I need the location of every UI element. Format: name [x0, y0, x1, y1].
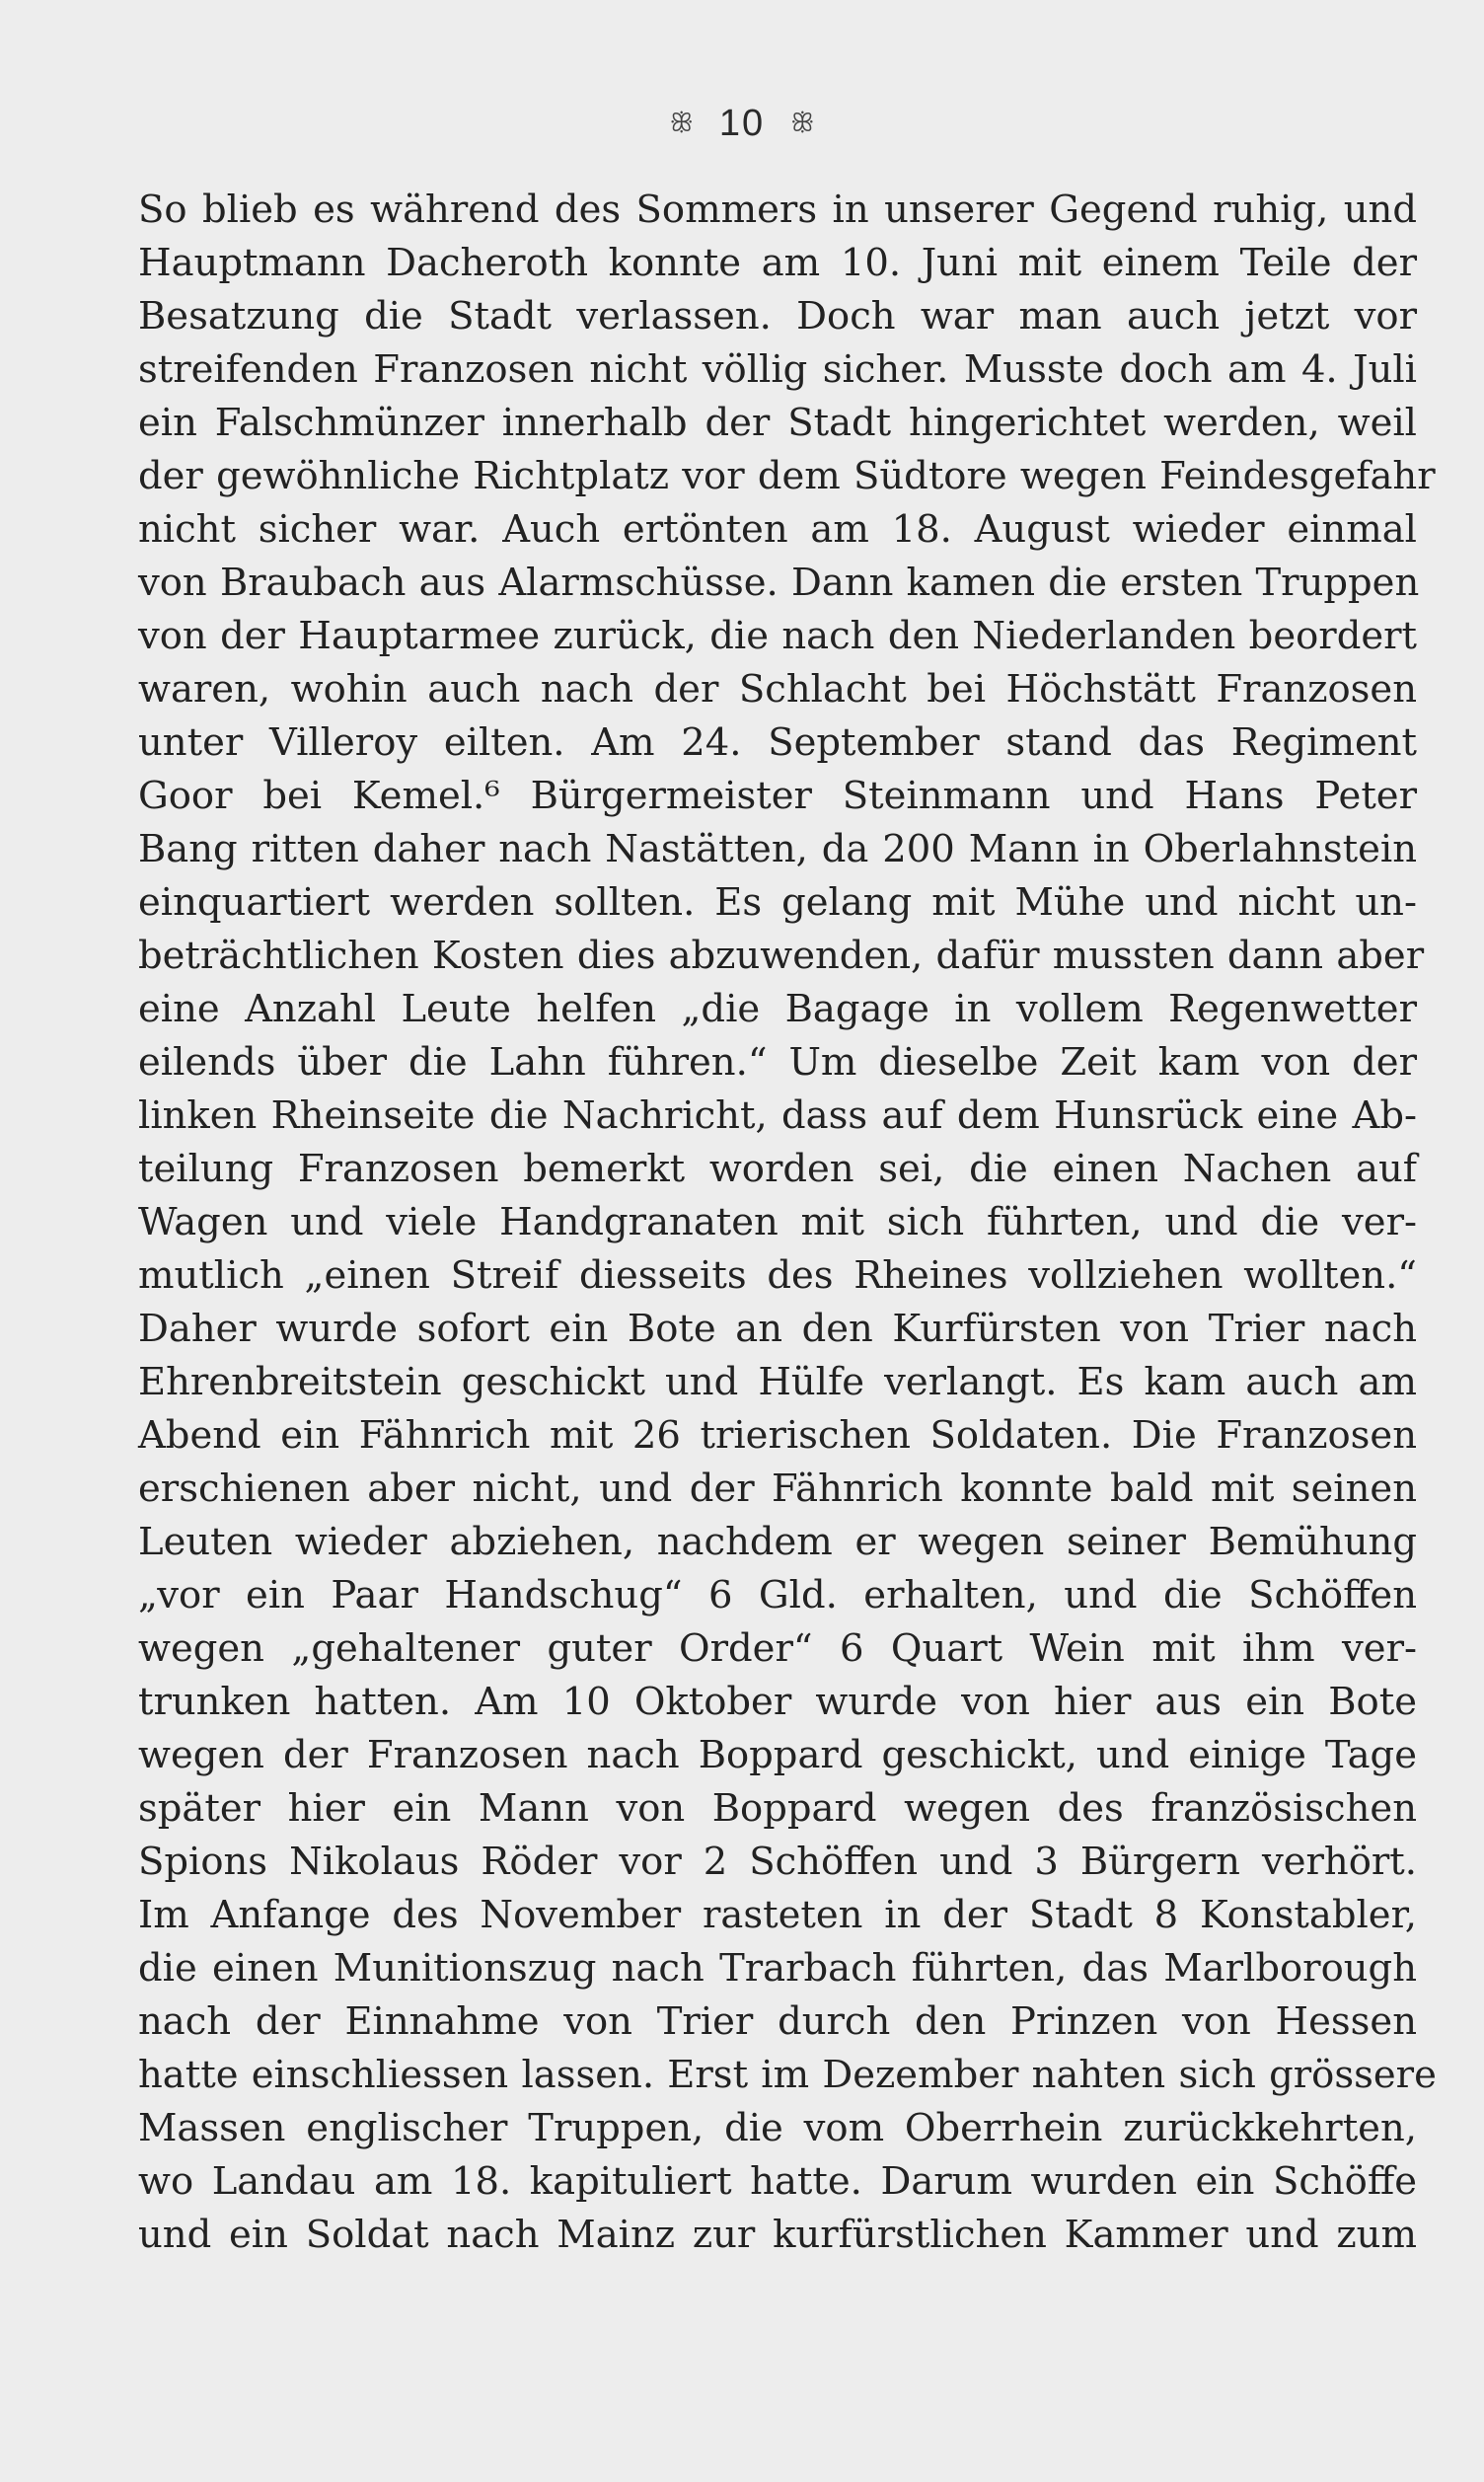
text-line: So blieb es während des Sommers in unserer Gegend ruhig, und — [138, 188, 1417, 232]
text-line: waren, wohin auch nach der Schlacht bei Höchstätt Franzosen — [138, 667, 1417, 712]
text-line: streifenden Franzosen nicht völlig sicher. Musste doch am 4. Juli — [138, 347, 1417, 392]
text-line: Ehrenbreitstein geschickt und Hülfe verlangt. Es kam auch am — [138, 1360, 1417, 1404]
ornament-left-icon: ꕥ — [669, 109, 694, 138]
text-line: Leuten wieder abziehen, nachdem er wegen seiner Bemühung — [138, 1520, 1417, 1564]
text-line: der gewöhnliche Richtplatz vor dem Südtore wegen Feindesgefahr — [138, 454, 1436, 498]
text-line: Hauptmann Dacheroth konnte am 10. Juni mit einem Teile der — [138, 241, 1417, 285]
page-header — [0, 99, 1484, 145]
text-line: erschienen aber nicht, und der Fähnrich konnte bald mit seinen — [138, 1467, 1417, 1511]
page-number: 10 — [718, 103, 766, 144]
text-line: Abend ein Fähnrich mit 26 trierischen Soldaten. Die Franzosen — [138, 1413, 1417, 1458]
text-line: wegen „gehaltener guter Order“ 6 Quart Wein mit ihm ver- — [138, 1626, 1417, 1671]
text-line: Bang ritten daher nach Nastätten, da 200 Mann in Oberlahnstein — [138, 827, 1417, 871]
text-line: ein Falschmünzer innerhalb der Stadt hingerichtet werden, weil — [138, 401, 1417, 445]
text-line: Daher wurde sofort ein Bote an den Kurfürsten von Trier nach — [138, 1307, 1417, 1351]
text-line: „vor ein Paar Handschug“ 6 Gld. erhalten, und die Schöffen — [138, 1573, 1417, 1617]
text-line: hatte einschliessen lassen. Erst im Dezember nahten sich grössere — [138, 2053, 1437, 2097]
text-line: die einen Munitionszug nach Trarbach führten, das Marlborough — [138, 1946, 1417, 1991]
body-paragraph — [138, 184, 1437, 2262]
ornament-right-icon: ꕥ — [790, 109, 815, 138]
text-line: später hier ein Mann von Boppard wegen des französischen — [138, 1786, 1417, 1831]
text-line: nicht sicher war. Auch ertönten am 18. August wieder einmal — [138, 507, 1417, 552]
text-line: teilung Franzosen bemerkt worden sei, die einen Nachen auf — [138, 1147, 1417, 1191]
text-line: wo Landau am 18. kapituliert hatte. Darum wurden ein Schöffe — [138, 2159, 1417, 2204]
text-line: von der Hauptarmee zurück, die nach den Niederlanden beordert — [138, 614, 1417, 658]
text-line: Goor bei Kemel.⁶ Bürgermeister Steinmann und Hans Peter — [138, 774, 1417, 818]
text-line: trunken hatten. Am 10 Oktober wurde von hier aus ein Bote — [138, 1680, 1417, 1724]
text-line: mutlich „einen Streif diesseits des Rheines vollziehen wollten.“ — [138, 1253, 1417, 1298]
text-line: und ein Soldat nach Mainz zur kurfürstlichen Kammer und zum — [138, 2213, 1417, 2257]
text-line: Massen englischer Truppen, die vom Oberrhein zurückkehrten, — [138, 2106, 1417, 2150]
text-line: von Braubach aus Alarmschüsse. Dann kamen die ersten Truppen — [138, 561, 1420, 605]
text-line: eilends über die Lahn führen.“ Um dieselbe Zeit kam von der — [138, 1040, 1417, 1085]
text-line: wegen der Franzosen nach Boppard geschickt, und einige Tage — [138, 1733, 1417, 1777]
text-line: eine Anzahl Leute helfen „die Bagage in vollem Regenwetter — [138, 987, 1417, 1031]
text-line: Besatzung die Stadt verlassen. Doch war man auch jetzt vor — [138, 294, 1417, 338]
text-line: unter Villeroy eilten. Am 24. September stand das Regiment — [138, 720, 1417, 765]
text-line: einquartiert werden sollten. Es gelang mit Mühe und nicht un- — [138, 880, 1417, 925]
text-line: linken Rheinseite die Nachricht, dass auf dem Hunsrück eine Ab- — [138, 1093, 1417, 1138]
text-line: Im Anfange des November rasteten in der Stadt 8 Konstabler, — [138, 1893, 1417, 1937]
text-line: Wagen und viele Handgranaten mit sich führten, und die ver- — [138, 1200, 1417, 1244]
text-line: Spions Nikolaus Röder vor 2 Schöffen und 3 Bürgern verhört. — [138, 1840, 1417, 1884]
text-line: nach der Einnahme von Trier durch den Prinzen von Hessen — [138, 1999, 1417, 2044]
text-line: beträchtlichen Kosten dies abzuwenden, dafür mussten dann aber — [138, 934, 1425, 978]
